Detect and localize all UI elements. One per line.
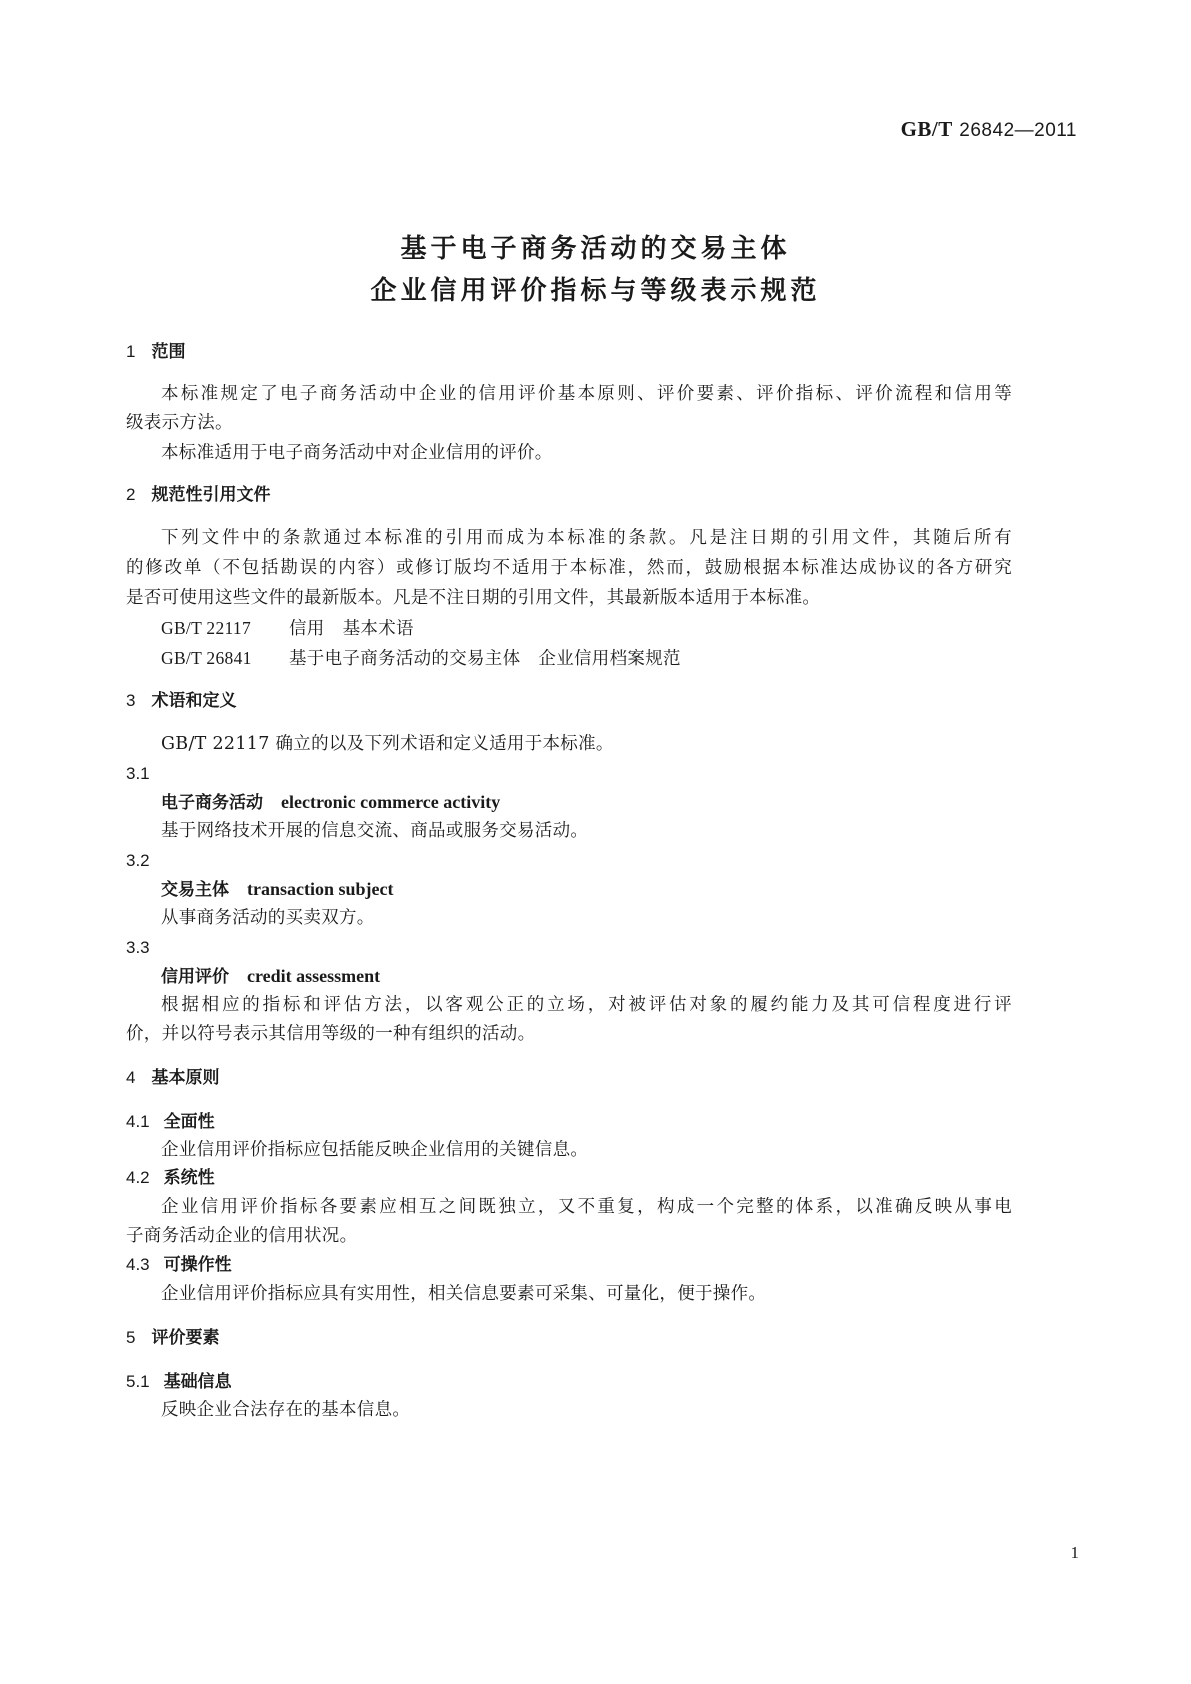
term-number: 3.2 <box>126 851 150 870</box>
paragraph: 是否可使用这些文件的最新版本。凡是不注日期的引用文件，其最新版本适用于本标准。 <box>126 588 821 608</box>
term-number: 3.3 <box>126 938 150 957</box>
section-heading-4: 4 基本原则 <box>126 1068 220 1088</box>
reference-item: GB/T 22117 信用 基本术语 <box>161 618 414 639</box>
page-number: 1 <box>1070 1543 1079 1562</box>
term-definition: 价，并以符号表示其信用等级的一种有组织的活动。 <box>126 1024 536 1044</box>
paragraph: 下列文件中的条款通过本标准的引用而成为本标准的条款。凡是注日期的引用文件，其随后所有 <box>161 528 1012 548</box>
term-definition: 基于网络技术开展的信息交流、商品或服务交易活动。 <box>161 821 589 841</box>
paragraph: 级表示方法。 <box>126 413 233 433</box>
term-heading: 交易主体 transaction subject <box>161 879 394 900</box>
paragraph: GB/T 22117 确立的以及下列术语和定义适用于本标准。 <box>161 734 614 754</box>
section-heading-1: 1 范围 <box>126 342 186 362</box>
term-definition: 从事商务活动的买卖双方。 <box>161 908 375 928</box>
paragraph: 的修改单（不包括勘误的内容）或修订版均不适用于本标准，然而，鼓励根据本标准达成协议的各方研究 <box>126 558 1012 578</box>
paragraph: 企业信用评价指标应包括能反映企业信用的关键信息。 <box>161 1140 589 1160</box>
subsection-heading: 4.2 系统性 <box>126 1168 215 1188</box>
section-heading-5: 5 评价要素 <box>126 1328 220 1348</box>
title-line-1: 基于电子商务活动的交易主体 <box>400 234 791 264</box>
paragraph: 本标准规定了电子商务活动中企业的信用评价基本原则、评价要素、评价指标、评价流程和信用等 <box>161 384 1012 404</box>
section-heading-2: 2 规范性引用文件 <box>126 485 271 505</box>
paragraph: 反映企业合法存在的基本信息。 <box>161 1400 411 1420</box>
document-title <box>0 228 1191 312</box>
paragraph: 子商务活动企业的信用状况。 <box>126 1226 358 1246</box>
section-heading-3: 3 术语和定义 <box>126 691 237 711</box>
subsection-heading: 4.3 可操作性 <box>126 1255 232 1275</box>
subsection-heading: 4.1 全面性 <box>126 1112 215 1132</box>
paragraph: 企业信用评价指标各要素应相互之间既独立，又不重复，构成一个完整的体系，以准确反映从事电 <box>161 1197 1012 1217</box>
standard-code <box>901 117 1077 142</box>
paragraph: 企业信用评价指标应具有实用性，相关信息要素可采集、可量化，便于操作。 <box>161 1284 767 1304</box>
term-heading: 电子商务活动 electronic commerce activity <box>161 792 501 813</box>
subsection-heading: 5.1 基础信息 <box>126 1372 232 1392</box>
title-line-2: 企业信用评价指标与等级表示规范 <box>370 276 821 306</box>
standard-number: 26842—2011 <box>959 120 1077 141</box>
standard-prefix: GB/T <box>900 117 953 141</box>
term-heading: 信用评价 credit assessment <box>161 966 381 987</box>
paragraph: 本标准适用于电子商务活动中对企业信用的评价。 <box>161 443 553 463</box>
term-number: 3.1 <box>126 764 150 783</box>
reference-item: GB/T 26841 基于电子商务活动的交易主体 企业信用档案规范 <box>161 648 681 669</box>
term-definition: 根据相应的指标和评估方法，以客观公正的立场，对被评估对象的履约能力及其可信程度进行评 <box>161 995 1012 1015</box>
